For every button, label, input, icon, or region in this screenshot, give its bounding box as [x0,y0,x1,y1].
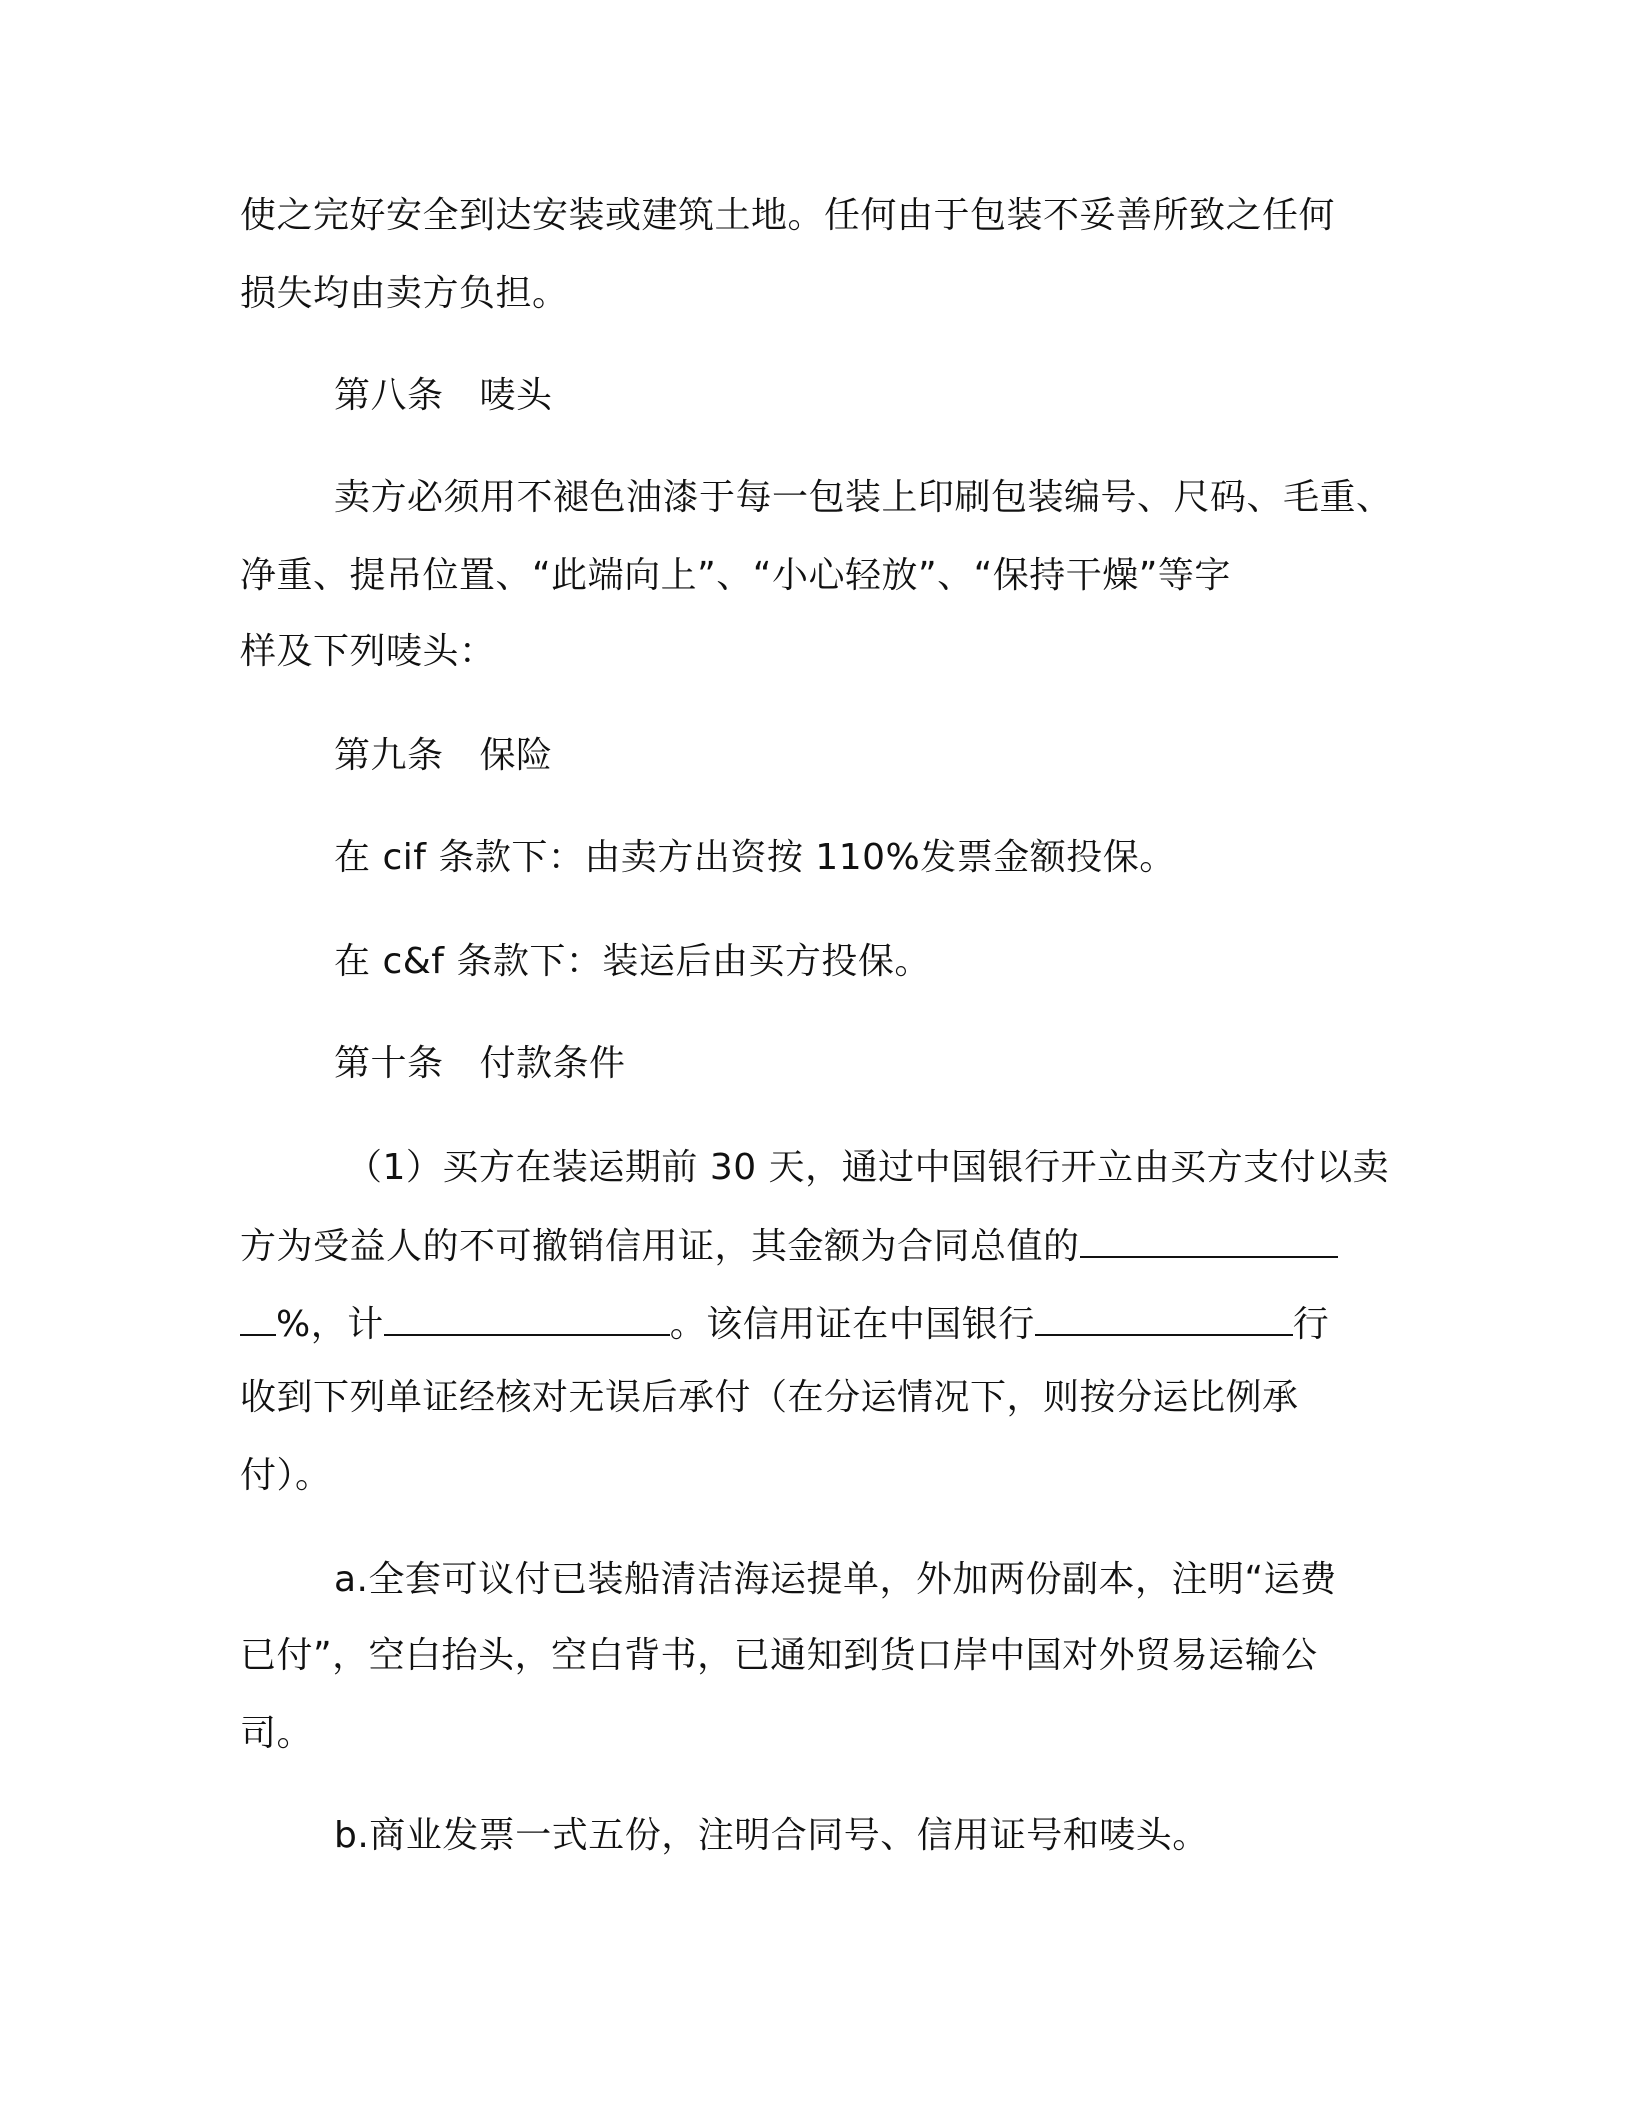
text-segment: 方为受益人的不可撤销信用证，其金额为合同总值的 [240,1226,1080,1267]
article-title: 付款条件 [479,1043,626,1084]
text-segment: 使之完好安全到达安装或建筑土地。任何由于包装不妥善所致之任何 [240,195,1336,236]
text-segment: 已付”，空白抬头，空白背书，已通知到货口岸中国对外贸易运输公 [240,1635,1318,1676]
text-line [240,1454,332,1498]
text-line [240,194,1335,238]
text-segment: 净重、提吊位置、“此端向上”、“小心轻放”、“保持干燥”等字 [240,555,1231,596]
article-title: 唛头 [479,375,553,416]
text-line [334,940,931,984]
text-segment: 收到下列单证经核对无误后承付（在分运情况下，则按分运比例承 [240,1377,1299,1418]
text-segment: 行 [1292,1304,1330,1345]
text-segment: （1）买方在装运期前 30 天，通过中国银行开立由买方支付以卖 [346,1147,1390,1188]
text-segment: b.商业发票一式五份，注明合同号、信用证号和唛头。 [334,1815,1209,1856]
article-number: 第九条 [334,735,444,776]
text-segment: a.全套可议付已装船清洁海运提单，外加两份副本，注明“运费 [334,1559,1337,1600]
text-line [240,1634,1318,1678]
article-number: 第十条 [334,1043,444,1084]
text-line [240,1300,1329,1347]
article-number: 第八条 [334,375,444,416]
article-title: 保险 [479,735,553,776]
text-segment: 司。 [240,1713,314,1754]
text-line [240,1376,1299,1420]
text-line [240,1222,1338,1269]
fill-in-blank [1035,1300,1293,1336]
text-segment: 。该信用证在中国银行 [669,1304,1035,1345]
text-segment: 付）。 [240,1455,332,1496]
text-segment: %，计 [276,1304,384,1345]
text-line [240,554,1231,598]
text-line [240,1712,313,1756]
text-line [240,630,496,674]
text-line [334,836,1176,880]
article-heading [334,734,553,778]
text-line [240,272,569,316]
text-segment: 卖方必须用不褪色油漆于每一包装上印刷包装编号、尺码、毛重、 [334,477,1393,518]
text-segment: 损失均由卖方负担。 [240,273,569,314]
fill-in-blank [240,1300,276,1336]
article-heading [334,374,553,418]
fill-in-blank [384,1300,670,1336]
text-line [334,1558,1337,1602]
article-heading [334,1042,626,1086]
fill-in-blank [1080,1222,1338,1258]
text-segment: 在 cif 条款下：由卖方出资按 110%发票金额投保。 [334,837,1176,878]
text-segment: 样及下列唛头： [240,631,496,672]
text-line [346,1146,1389,1190]
text-segment: 在 c&f 条款下：装运后由买方投保。 [334,941,931,982]
text-line [334,1814,1209,1858]
text-line [334,476,1393,520]
